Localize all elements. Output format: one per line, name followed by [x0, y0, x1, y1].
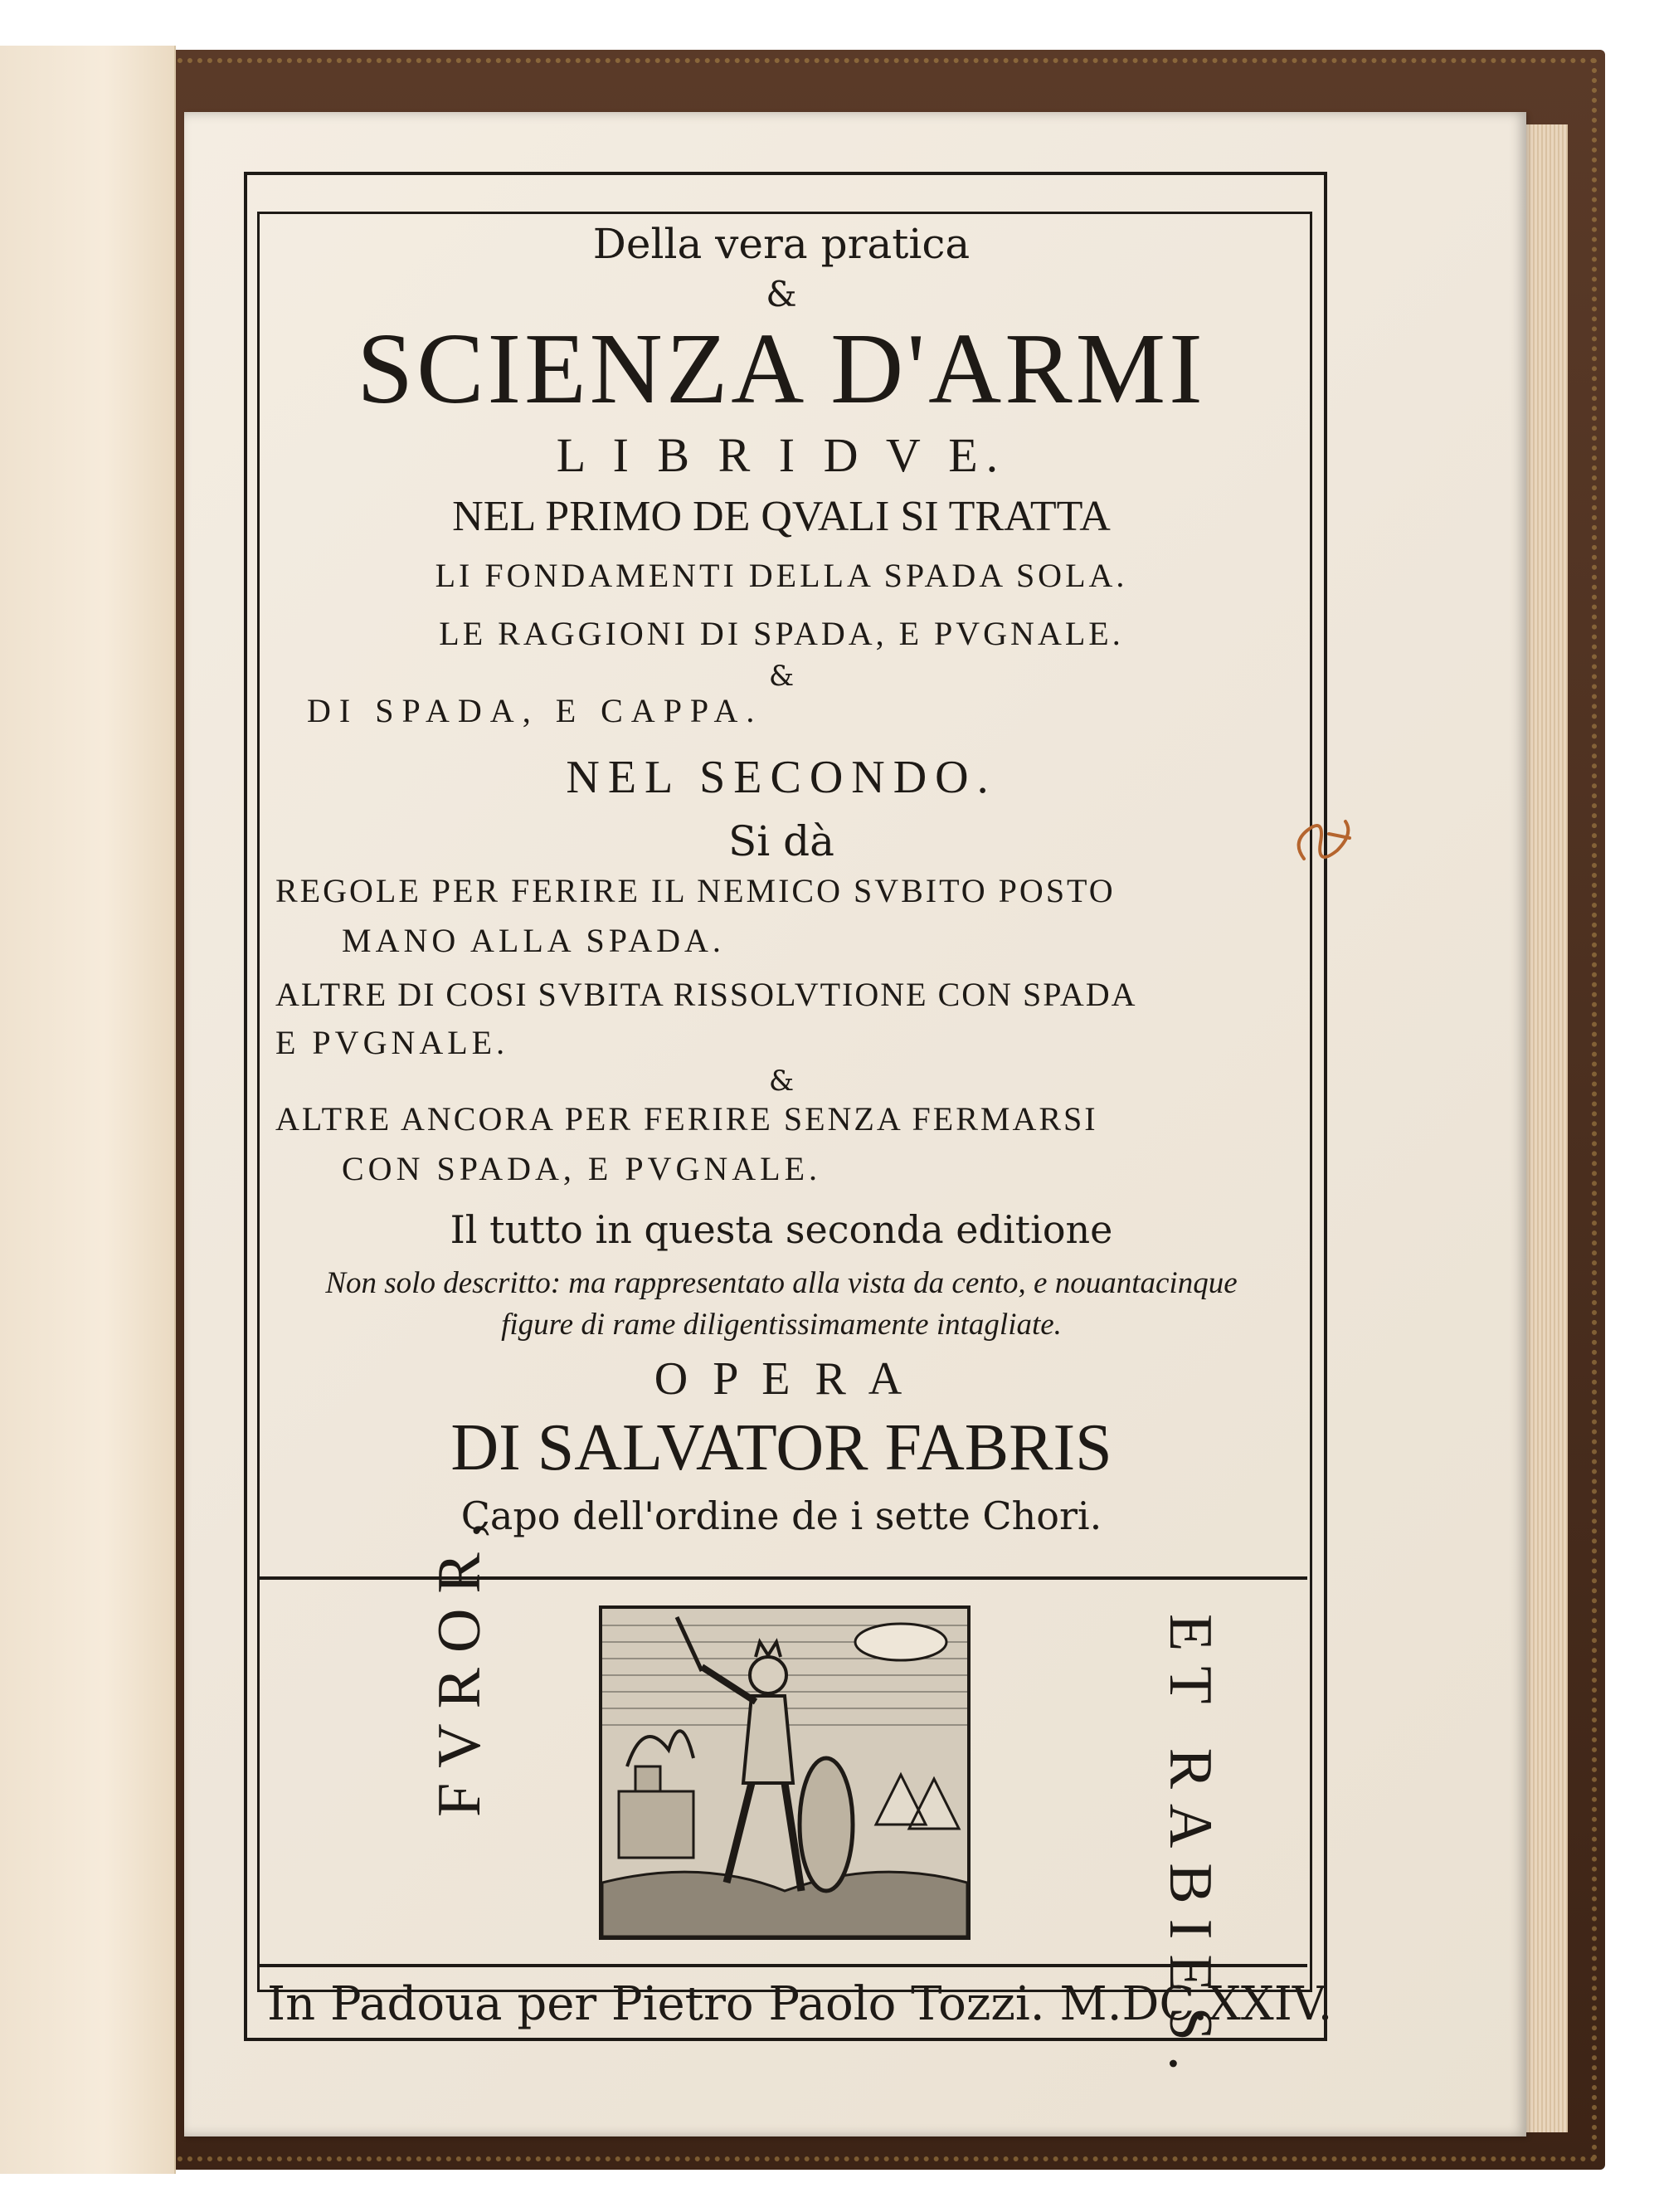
title-page [184, 112, 1526, 2136]
subtitle-libri: L I B R I D V E. [556, 428, 1007, 482]
line-altre-1: ALTRE DI COSI SVBITA RISSOLVTIONE CON SPADA [275, 976, 1137, 1013]
line-secondo: NEL SECONDO. [566, 752, 997, 803]
main-title: SCIENZA D'ARMI [357, 313, 1206, 425]
woodcut-emblem-icon [599, 1605, 971, 1940]
separator-bottom [257, 1964, 1307, 1967]
left-pastedown-leaf [0, 46, 176, 2174]
line-ancora-1: ALTRE ANCORA PER FERIRE SENZA FERMARSI [275, 1100, 1098, 1138]
motto-right: ET RABIES. [1156, 1614, 1224, 2087]
imprint-line: In Padoua per Pietro Paolo Tozzi. M.DC.XXIV. [267, 1977, 1333, 2031]
line-ancora-2: CON SPADA, E PVGNALE. [342, 1150, 822, 1187]
line-non-solo-2: figure di rame diligentissimamente intagliate. [501, 1308, 1062, 1342]
ampersand-1: & [766, 274, 797, 314]
line-regole-2: MANO ALLA SPADA. [342, 922, 725, 959]
line-fondamenti: LI FONDAMENTI DELLA SPADA SOLA. [435, 557, 1128, 594]
ampersand-2: & [768, 660, 795, 693]
manuscript-inscription-icon [1287, 809, 1362, 884]
line-altre-2: E PVGNALE. [275, 1024, 509, 1061]
line-opera: O P E R A [654, 1353, 909, 1405]
line-non-solo-1: Non solo descritto: ma rappresentato alla vista da cento, e nouantacinque [325, 1266, 1238, 1300]
line-raggioni: LE RAGGIONI DI SPADA, E PVGNALE. [439, 615, 1124, 652]
line-tutto: Il tutto in questa seconda editione [450, 1207, 1113, 1252]
line-primo: NEL PRIMO DE QVALI SI TRATTA [452, 493, 1111, 540]
motto-left: FVROR, [426, 1507, 494, 1817]
ampersand-3: & [768, 1065, 795, 1098]
line-regole-1: REGOLE PER FERIRE IL NEMICO SVBITO POSTO [275, 872, 1116, 909]
title-line-della: Della vera pratica [592, 220, 971, 268]
line-capo: Capo dell'ordine de i sette Chori. [460, 1493, 1102, 1538]
line-si-da: Si dà [728, 817, 834, 865]
author-name: DI SALVATOR FABRIS [450, 1411, 1112, 1484]
separator-top [257, 1576, 1307, 1580]
line-cappa: DI SPADA, E CAPPA. [307, 692, 763, 729]
